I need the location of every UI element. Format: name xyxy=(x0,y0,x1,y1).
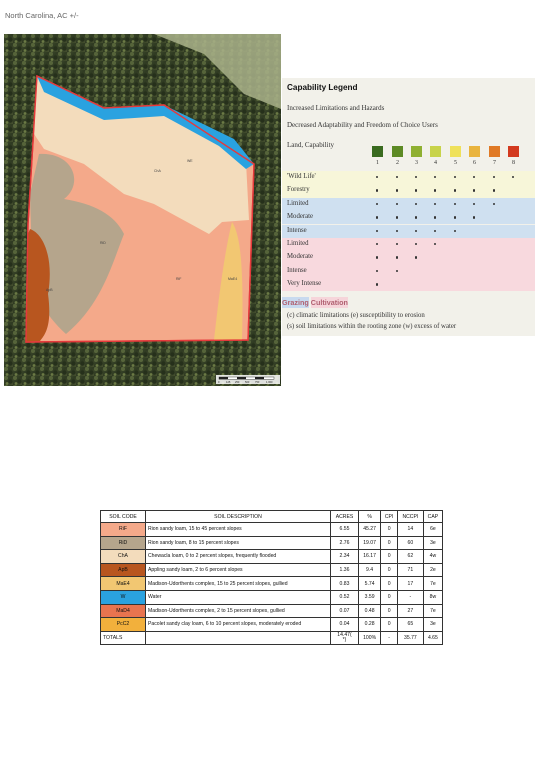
legend-dot xyxy=(376,270,378,272)
soil-description-cell: Madison-Udorthents complex, 15 to 25 percent slopes, gullied xyxy=(146,577,331,591)
legend-note-2: (s) soil limitations within the rooting zone (w) excess of water xyxy=(287,323,457,330)
totals-cpi: - xyxy=(381,631,398,645)
totals-cap: 4.65 xyxy=(423,631,442,645)
cultivation-label: Cultivation xyxy=(310,298,348,307)
table-row xyxy=(101,604,443,618)
acres-cell: 2.34 xyxy=(331,550,359,564)
legend-dot xyxy=(376,283,378,285)
soil-code-cell: MaE4 xyxy=(101,577,146,591)
capability-swatch xyxy=(489,146,500,157)
legend-row-label: Moderate xyxy=(287,253,314,261)
soil-map-svg xyxy=(4,34,281,386)
legend-dot xyxy=(434,243,436,245)
legend-dot xyxy=(376,243,378,245)
soil-map[interactable] xyxy=(4,34,281,386)
soil-description-cell: Rion sandy loam, 15 to 45 percent slopes xyxy=(146,523,331,537)
nccpi-cell: - xyxy=(397,590,423,604)
scale-bar xyxy=(216,375,280,384)
legend-row-label: Limited xyxy=(287,199,309,207)
capability-class-number: 5 xyxy=(454,160,457,166)
acres-cell: 6.55 xyxy=(331,523,359,537)
acres-cell: 1.36 xyxy=(331,563,359,577)
legend-dot xyxy=(396,270,398,272)
legend-dot xyxy=(415,203,417,205)
legend-dot xyxy=(376,189,378,191)
percent-cell: 3.59 xyxy=(358,590,380,604)
legend-dot xyxy=(454,216,456,218)
unit-label: RiD xyxy=(100,241,106,245)
col-cap: CAP xyxy=(423,511,442,523)
cpi-cell: 0 xyxy=(381,550,398,564)
cpi-cell: 0 xyxy=(381,536,398,550)
legend-dot xyxy=(512,176,514,178)
capability-class-number: 1 xyxy=(376,160,379,166)
table-row xyxy=(101,618,443,632)
soil-code-cell: ApB xyxy=(101,563,146,577)
totals-row xyxy=(101,631,443,645)
soil-table xyxy=(100,510,443,645)
cpi-cell: 0 xyxy=(381,604,398,618)
cpi-cell: 0 xyxy=(381,618,398,632)
table-row xyxy=(101,577,443,591)
capability-swatch xyxy=(411,146,422,157)
capability-legend xyxy=(282,78,535,336)
legend-note-1: (c) climatic limitations (e) susceptibility to erosion xyxy=(287,312,425,319)
table-row xyxy=(101,563,443,577)
legend-row xyxy=(282,198,535,211)
legend-row xyxy=(282,211,535,224)
acres-cell: 0.07 xyxy=(331,604,359,618)
nccpi-cell: 65 xyxy=(397,618,423,632)
legend-dot xyxy=(493,203,495,205)
cpi-cell: 0 xyxy=(381,523,398,537)
soil-description-cell: Water xyxy=(146,590,331,604)
col-soil-code: SOIL CODE xyxy=(101,511,146,523)
legend-row xyxy=(282,238,535,251)
cap-cell: 8w xyxy=(423,590,442,604)
legend-dot xyxy=(415,230,417,232)
table-row xyxy=(101,590,443,604)
cpi-cell: 0 xyxy=(381,590,398,604)
legend-row xyxy=(282,265,535,278)
legend-dot xyxy=(396,176,398,178)
totals-acres: 14.47( *) xyxy=(331,631,359,645)
svg-text:750: 750 xyxy=(255,381,260,384)
legend-line-1: Increased Limitations and Hazards xyxy=(287,104,385,112)
percent-cell: 9.4 xyxy=(358,563,380,577)
legend-row-label: 'Wild Life' xyxy=(287,173,316,180)
legend-dot xyxy=(376,176,378,178)
legend-dot xyxy=(493,176,495,178)
legend-dot xyxy=(434,176,436,178)
legend-dot xyxy=(396,256,398,258)
soil-description-cell: Madison-Udorthents complex, 2 to 15 percent slopes, gullied xyxy=(146,604,331,618)
soil-code-cell: RiD xyxy=(101,536,146,550)
legend-row-label: Limited xyxy=(287,240,309,247)
legend-dot xyxy=(454,189,456,191)
legend-row xyxy=(282,225,535,238)
legend-row-label: Intense xyxy=(287,266,307,274)
legend-dot xyxy=(434,230,436,232)
nccpi-cell: 71 xyxy=(397,563,423,577)
legend-dot xyxy=(376,230,378,232)
totals-label: TOTALS xyxy=(101,631,146,645)
legend-row xyxy=(282,278,535,291)
col-cpi: CPI xyxy=(381,511,398,523)
cap-cell: 7e xyxy=(423,577,442,591)
legend-row-label: Moderate xyxy=(287,213,314,221)
col-nccpi: NCCPI xyxy=(397,511,423,523)
unit-label: RiF xyxy=(176,277,182,281)
capability-swatch xyxy=(508,146,519,157)
legend-dot xyxy=(473,176,475,178)
nccpi-cell: 14 xyxy=(397,523,423,537)
unit-label: MaE4 xyxy=(228,277,238,281)
table-header-row xyxy=(101,511,443,523)
svg-text:500: 500 xyxy=(245,381,250,384)
legend-dot xyxy=(396,243,398,245)
acres-cell: 0.83 xyxy=(331,577,359,591)
cap-cell: 2e xyxy=(423,563,442,577)
soil-code-cell: PcC2 xyxy=(101,618,146,632)
legend-dot xyxy=(454,230,456,232)
acres-cell: 0.52 xyxy=(331,590,359,604)
legend-dot xyxy=(396,216,398,218)
unit-label: ApB xyxy=(46,288,53,292)
soil-code-cell: MaD4 xyxy=(101,604,146,618)
svg-text:1,000: 1,000 xyxy=(266,381,273,384)
legend-dot xyxy=(493,189,495,191)
nccpi-cell: 17 xyxy=(397,577,423,591)
percent-cell: 0.48 xyxy=(358,604,380,618)
legend-dot xyxy=(396,230,398,232)
acres-cell: 2.76 xyxy=(331,536,359,550)
col-percent: % xyxy=(358,511,380,523)
percent-cell: 45.27 xyxy=(358,523,380,537)
totals-description-cell xyxy=(146,631,331,645)
soil-code-cell: ChA xyxy=(101,550,146,564)
legend-dot xyxy=(415,189,417,191)
legend-dot xyxy=(415,243,417,245)
capability-class-number: 8 xyxy=(512,160,515,166)
cap-cell: 6e xyxy=(423,523,442,537)
totals-percent: 100% xyxy=(358,631,380,645)
legend-dot xyxy=(415,216,417,218)
soil-description-cell: Chewacla loam, 0 to 2 percent slopes, frequently flooded xyxy=(146,550,331,564)
svg-text:125: 125 xyxy=(226,381,231,384)
totals-nccpi: 35.77 xyxy=(397,631,423,645)
capability-class-number: 3 xyxy=(415,160,418,166)
percent-cell: 5.74 xyxy=(358,577,380,591)
nccpi-cell: 27 xyxy=(397,604,423,618)
legend-row-label: Intense xyxy=(287,226,307,234)
capability-swatch xyxy=(430,146,441,157)
capability-swatch xyxy=(392,146,403,157)
legend-dot xyxy=(396,189,398,191)
grazing-label: Grazing xyxy=(282,298,309,307)
capability-swatch xyxy=(372,146,383,157)
nccpi-cell: 62 xyxy=(397,550,423,564)
soil-description-cell: Appling sandy loam, 2 to 6 percent slopes xyxy=(146,563,331,577)
legend-dot xyxy=(473,189,475,191)
svg-text:0: 0 xyxy=(218,381,220,384)
grazing-cultivation xyxy=(282,298,348,307)
table-row xyxy=(101,550,443,564)
soil-code-cell: W xyxy=(101,590,146,604)
soil-description-cell: Rion sandy loam, 8 to 15 percent slopes xyxy=(146,536,331,550)
soil-description-cell: Pacolet sandy clay loam, 6 to 10 percent slopes, moderately eroded xyxy=(146,618,331,632)
legend-dot xyxy=(376,256,378,258)
legend-dot xyxy=(473,203,475,205)
legend-title: Capability Legend xyxy=(287,83,358,92)
percent-cell: 0.28 xyxy=(358,618,380,632)
legend-dot xyxy=(376,203,378,205)
legend-row-label: Forestry xyxy=(287,186,310,194)
legend-dot xyxy=(434,189,436,191)
unit-label: ChA xyxy=(154,169,161,173)
table-row xyxy=(101,523,443,537)
legend-row xyxy=(282,171,535,184)
capability-class-number: 7 xyxy=(493,160,496,166)
legend-line-2: Decreased Adaptability and Freedom of Choice Users xyxy=(287,121,438,129)
legend-dot xyxy=(454,203,456,205)
legend-dot xyxy=(434,203,436,205)
table-row xyxy=(101,536,443,550)
legend-row-label: Very Intense xyxy=(287,280,322,288)
capability-class-number: 2 xyxy=(396,160,399,166)
legend-dot xyxy=(473,216,475,218)
cpi-cell: 0 xyxy=(381,577,398,591)
legend-dot xyxy=(396,203,398,205)
soil-code-cell: RiF xyxy=(101,523,146,537)
location-label: North Carolina, AC +/- xyxy=(5,11,79,20)
legend-row xyxy=(282,251,535,264)
cap-cell: 4w xyxy=(423,550,442,564)
legend-dot xyxy=(454,176,456,178)
col-acres: ACRES xyxy=(331,511,359,523)
cap-cell: 7e xyxy=(423,604,442,618)
capability-label: Land, Capability xyxy=(287,141,335,149)
nccpi-cell: 60 xyxy=(397,536,423,550)
legend-dot xyxy=(376,216,378,218)
svg-text:250: 250 xyxy=(235,381,240,384)
col-soil-description: SOIL DESCRIPTION xyxy=(146,511,331,523)
percent-cell: 19.07 xyxy=(358,536,380,550)
cpi-cell: 0 xyxy=(381,563,398,577)
capability-swatch xyxy=(450,146,461,157)
capability-class-number: 4 xyxy=(434,160,437,166)
legend-dot xyxy=(415,176,417,178)
legend-dot xyxy=(434,216,436,218)
capability-class-number: 6 xyxy=(473,160,476,166)
percent-cell: 16.17 xyxy=(358,550,380,564)
unit-label: WE xyxy=(187,159,193,163)
cap-cell: 3e xyxy=(423,536,442,550)
legend-row xyxy=(282,184,535,197)
legend-dot xyxy=(415,256,417,258)
acres-cell: 0.04 xyxy=(331,618,359,632)
cap-cell: 3e xyxy=(423,618,442,632)
capability-swatch xyxy=(469,146,480,157)
